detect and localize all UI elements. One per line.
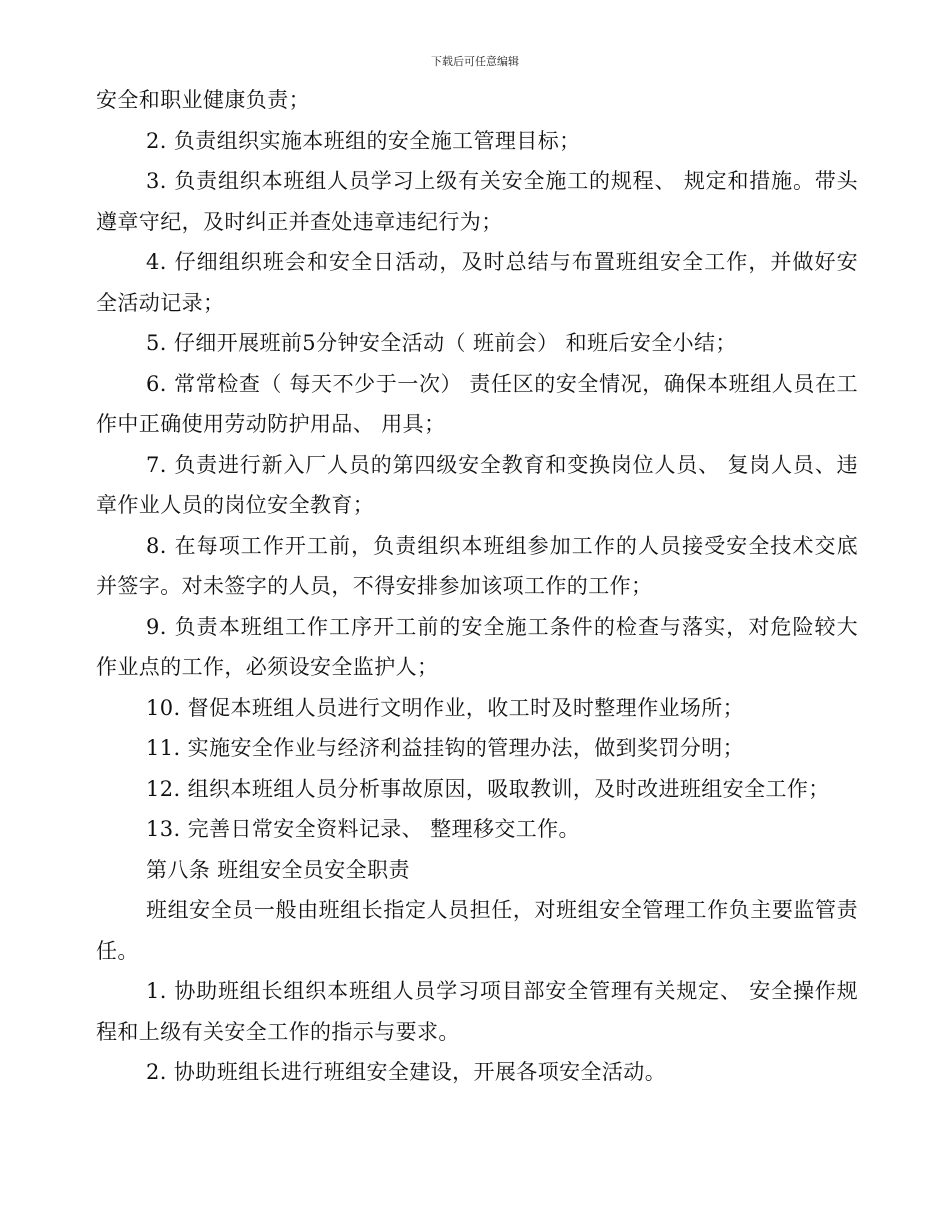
paragraph: 11. 实施安全作业与经济利益挂钩的管理办法，做到奖罚分明；	[146, 736, 745, 760]
paragraph: 2. 协助班组长进行班组安全建设，开展各项安全活动。	[146, 1060, 667, 1084]
paragraph: 8. 在每项工作开工前，负责组织本班组参加工作的人员接受安全技术交底并签字。对未签字的人员，不得安排参加该项工作的工作；	[96, 533, 858, 598]
page-header: 下载后可任意编辑	[431, 55, 519, 68]
paragraph: 9. 负责本班组工作工序开工前的安全施工条件的检查与落实，对危险较大作业点的工作，必须设安全监护人；	[96, 614, 858, 679]
paragraph: 安全和职业健康负责；	[96, 88, 310, 112]
paragraph: 班组安全员一般由班组长指定人员担任，对班组安全管理工作负主要监管责任。	[96, 898, 858, 963]
paragraph: 1. 协助班组长组织本班组人员学习项目部安全管理有关规定、 安全操作规程和上级有关安全工作的指示与要求。	[96, 979, 858, 1044]
paragraph: 12. 组织本班组人员分析事故原因，吸取教训，及时改进班组安全工作；	[146, 776, 830, 801]
paragraph: 7. 负责进行新入厂人员的第四级安全教育和变换岗位人员、 复岗人员、违章作业人员的岗位安全教育；	[96, 452, 858, 517]
paragraph: 5. 仔细开展班前5分钟安全活动（ 班前会） 和班后安全小结；	[146, 331, 737, 355]
paragraph: 6. 常常检查（ 每天不少于一次） 责任区的安全情况，确保本班组人员在工作中正确使用劳动防护用品、 用具；	[96, 371, 858, 436]
section-heading: 第八条 班组安全员安全职责	[146, 857, 410, 882]
paragraph: 13. 完善日常安全资料记录、 整理移交工作。	[146, 817, 580, 841]
paragraph: 2. 负责组织实施本班组的安全施工管理目标；	[146, 128, 581, 153]
document-body	[96, 80, 858, 1093]
paragraph: 10. 督促本班组人员进行文明作业，收工时及时整理作业场所；	[146, 695, 745, 720]
paragraph: 3. 负责组织本班组人员学习上级有关安全施工的规程、 规定和措施。带头遵章守纪，及时纠正并查处违章违纪行为；	[96, 169, 858, 234]
paragraph: 4. 仔细组织班会和安全日活动，及时总结与布置班组安全工作，并做好安全活动记录；	[96, 250, 858, 315]
